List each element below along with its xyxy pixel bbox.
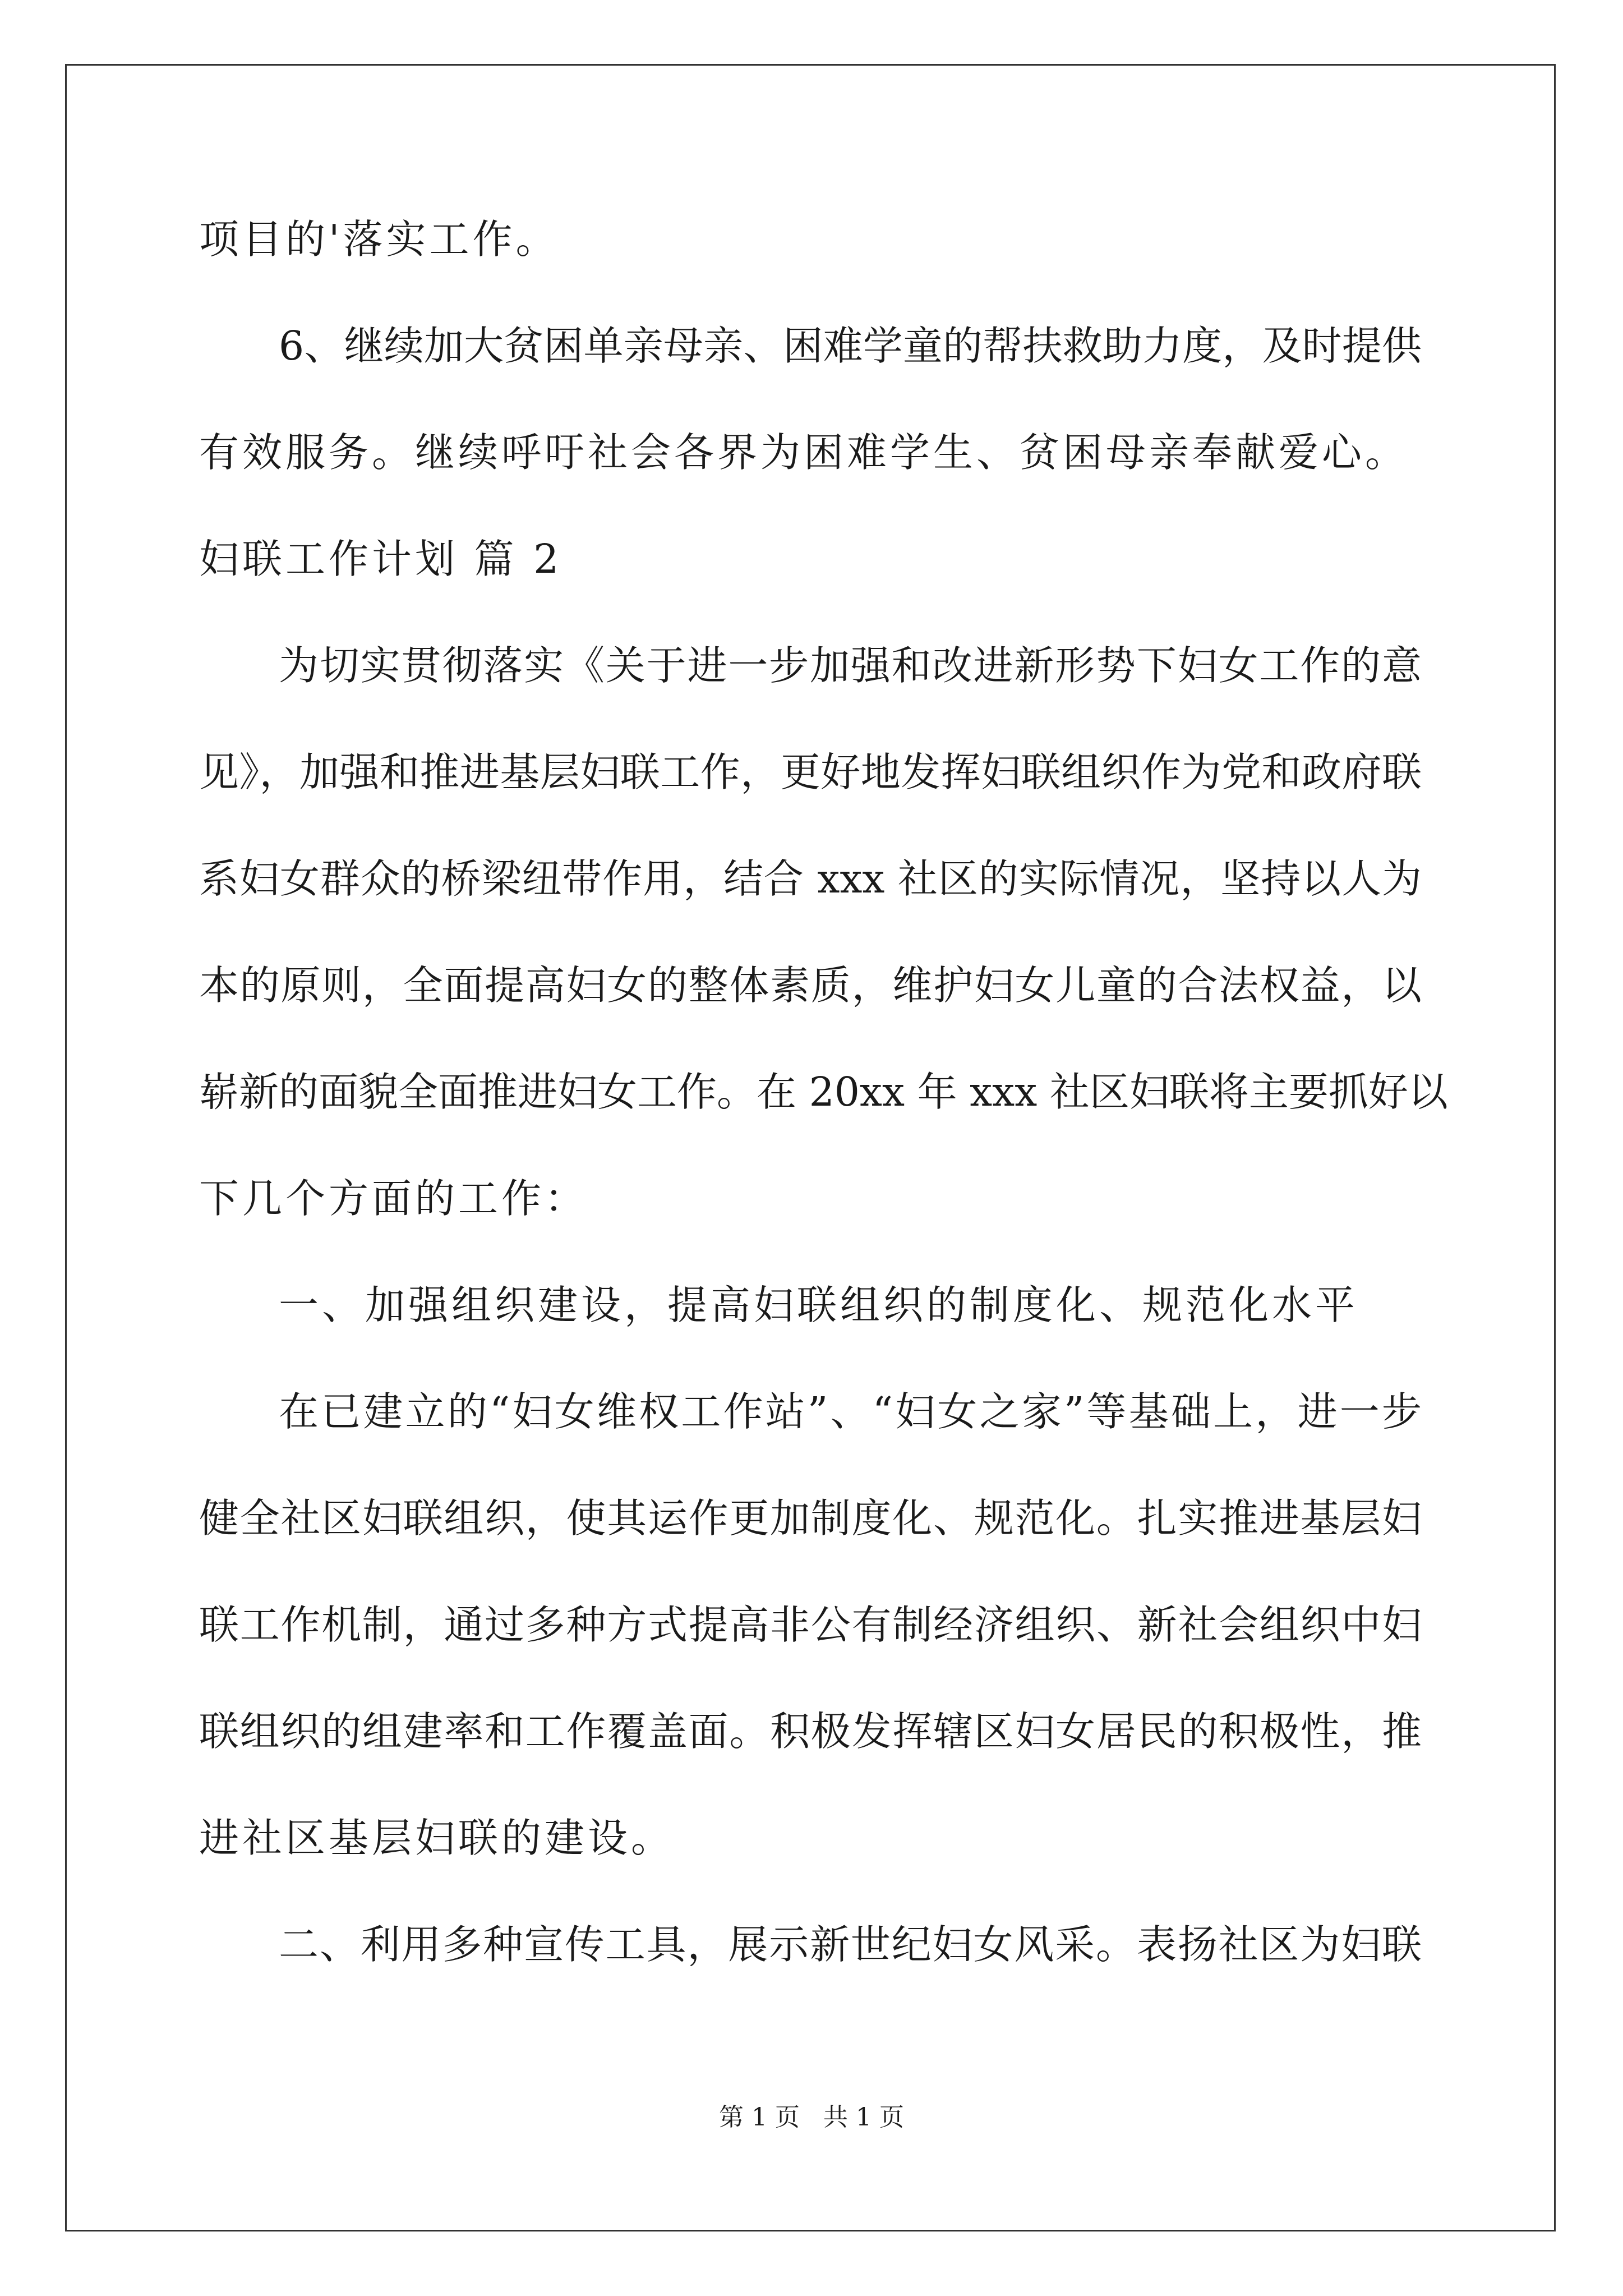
text-line-8: 本的原则，全面提高妇女的整体素质，维护妇女儿童的合法权益，以 xyxy=(199,962,1422,1009)
text-line-13: 健全社区妇联组织，使其运作更加制度化、规范化。扎实推进基层妇 xyxy=(199,1495,1422,1542)
page-footer xyxy=(0,2101,1623,2134)
text-line-6: 见》，加强和推进基层妇联工作，更好地发挥妇联组织作为党和政府联 xyxy=(199,749,1422,795)
text-line-12: 在已建立的“妇女维权工作站”、“妇女之家”等基础上，进一步 xyxy=(279,1388,1422,1435)
page-total: 共 1 页 xyxy=(823,2103,904,2132)
subheading-1: 一、加强组织建设，提高妇联组织的制度化、规范化水平 xyxy=(279,1282,1359,1328)
text-line-2: 6、继续加大贫困单亲母亲、困难学童的帮扶救助力度，及时提供 xyxy=(279,323,1422,369)
text-line-3: 有效服务。继续呼吁社会各界为困难学生、贫困母亲奉献爱心。 xyxy=(199,429,1409,476)
text-line-1: 项目的'落实工作。 xyxy=(199,216,559,263)
text-line-9: 崭新的面貌全面推进妇女工作。在 20xx 年 xxx 社区妇联将主要抓好以 xyxy=(199,1069,1448,1115)
text-line-15: 联组织的组建率和工作覆盖面。积极发挥辖区妇女居民的积极性，推 xyxy=(199,1708,1422,1755)
text-line-10: 下几个方面的工作： xyxy=(199,1175,588,1222)
section-heading: 妇联工作计划 篇 2 xyxy=(199,536,562,582)
text-line-7: 系妇女群众的桥梁纽带作用，结合 xxx 社区的实际情况，坚持以人为 xyxy=(199,855,1422,902)
text-line-16: 进社区基层妇联的建设。 xyxy=(199,1815,675,1861)
text-line-5: 为切实贯彻落实《关于进一步加强和改进新形势下妇女工作的意 xyxy=(279,642,1422,689)
page-border xyxy=(65,64,1556,2231)
text-line-14: 联工作机制，通过多种方式提高非公有制经济组织、新社会组织中妇 xyxy=(199,1602,1422,1648)
subheading-2: 二、利用多种宣传工具，展示新世纪妇女风采。表扬社区为妇联 xyxy=(279,1921,1422,1968)
page-number: 第 1 页 xyxy=(719,2103,800,2132)
